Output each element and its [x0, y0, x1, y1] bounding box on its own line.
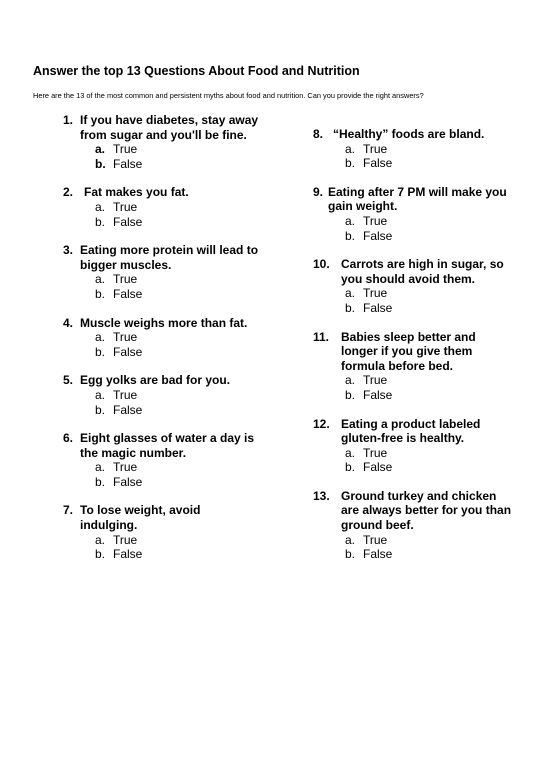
question-4: [63, 316, 263, 360]
question-text: Muscle weighs more than fat.: [80, 315, 248, 330]
question-text: Eating a product labeled gluten-free is healthy.: [341, 416, 481, 446]
question-3: [63, 243, 263, 301]
question-9: [313, 185, 523, 243]
option-b[interactable]: b. False: [95, 547, 143, 562]
option-a[interactable]: a. True: [95, 460, 138, 475]
question-6: [63, 431, 263, 489]
option-a[interactable]: a. True: [345, 445, 388, 460]
option-b[interactable]: b. False: [345, 156, 393, 171]
question-number: 3.: [63, 243, 74, 258]
right-column: [313, 127, 523, 562]
option-b[interactable]: b. False: [95, 474, 143, 489]
option-a[interactable]: a. True: [345, 286, 388, 301]
question-text: To lose weight, avoid indulging.: [80, 503, 201, 533]
question-text: Eating more protein will lead to bigger muscles.: [80, 243, 259, 272]
question-11: [313, 330, 523, 403]
option-b[interactable]: b. False: [95, 344, 143, 359]
option-b[interactable]: b. False: [95, 402, 143, 417]
question-13: [313, 489, 523, 562]
question-number: 12.: [313, 416, 330, 431]
question-number: 6.: [63, 431, 74, 446]
option-b[interactable]: b. False: [345, 387, 393, 402]
question-number: 10.: [313, 257, 330, 272]
question-text: Eight glasses of water a day is the magic number.: [80, 431, 255, 460]
question-text: Ground turkey and chicken are always better for you than ground beef.: [341, 488, 512, 533]
question-number: 13.: [313, 488, 330, 503]
question-2: [63, 185, 263, 229]
option-a[interactable]: a. True: [95, 532, 138, 547]
question-text: Egg yolks are bad for you.: [80, 373, 231, 388]
option-a[interactable]: a. True: [95, 142, 138, 157]
question-text: “Healthy” foods are bland.: [333, 127, 485, 141]
question-5: [63, 373, 263, 417]
question-number: 7.: [63, 503, 74, 518]
option-a[interactable]: a. True: [345, 532, 388, 547]
question-10: [313, 257, 523, 315]
option-b[interactable]: b. False: [345, 547, 393, 562]
option-b[interactable]: b. False: [345, 460, 393, 475]
option-a[interactable]: a. True: [345, 141, 388, 156]
option-b[interactable]: b. False: [95, 156, 143, 171]
question-text: Fat makes you fat.: [84, 185, 189, 200]
page-title: Answer the top 13 Questions About Food and Nutrition: [33, 64, 360, 78]
option-b[interactable]: b. False: [95, 286, 143, 301]
option-a[interactable]: a. True: [345, 373, 388, 388]
question-7: [63, 503, 263, 561]
option-a[interactable]: a. True: [95, 199, 138, 214]
question-number: 4.: [63, 315, 74, 330]
page-subtitle: Here are the 13 of the most common and persistent myths about food and nutrition. Can you provide the right answers?: [33, 91, 424, 100]
question-number: 1.: [63, 113, 74, 127]
question-number: 8.: [313, 127, 324, 141]
question-text: If you have diabetes, stay away from sugar and you'll be fine.: [80, 113, 259, 142]
question-number: 5.: [63, 373, 74, 388]
question-number: 2.: [63, 185, 74, 200]
question-number: 9.: [313, 184, 324, 199]
question-1: [63, 113, 263, 171]
question-text: Carrots are high in sugar, so you should avoid them.: [341, 257, 504, 286]
question-8: [313, 127, 523, 171]
question-12: [313, 417, 523, 475]
question-text: Babies sleep better and longer if you give them formula before bed.: [341, 329, 476, 373]
question-text: Eating after 7 PM will make you gain weight.: [328, 184, 507, 214]
question-number: 11.: [313, 329, 330, 344]
option-b[interactable]: b. False: [95, 214, 143, 229]
option-b[interactable]: b. False: [345, 300, 393, 315]
left-column: [63, 113, 263, 562]
option-b[interactable]: b. False: [345, 228, 393, 243]
option-a[interactable]: a. True: [95, 272, 138, 287]
option-a[interactable]: a. True: [345, 213, 388, 228]
option-a[interactable]: a. True: [95, 330, 138, 345]
option-a[interactable]: a. True: [95, 387, 138, 402]
